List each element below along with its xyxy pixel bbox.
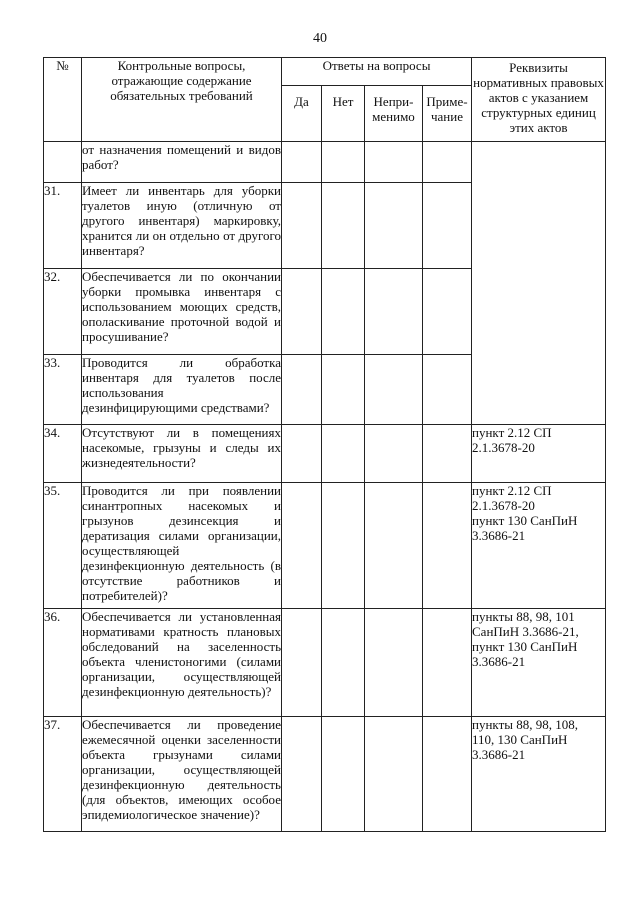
answer-yes-cell[interactable] — [282, 483, 322, 609]
answer-yes-cell[interactable] — [282, 142, 322, 183]
row-number: 35. — [44, 483, 82, 609]
answer-no-cell[interactable] — [322, 717, 365, 832]
answer-na-cell[interactable] — [365, 269, 423, 355]
answer-note-cell[interactable] — [423, 483, 472, 609]
header-no: Нет — [322, 86, 365, 142]
row-number: 32. — [44, 269, 82, 355]
row-number: 37. — [44, 717, 82, 832]
answer-no-cell[interactable] — [322, 425, 365, 483]
header-not-applicable: Непри- менимо — [365, 86, 423, 142]
requisites-cell — [472, 142, 606, 425]
question-text: Проводится ли при появлении синантропных насекомых и грызунов дезинсекция и дератизация силами организации, осуществляющей дезинфекционную деятельность (в отсутствие работников и потребителей)? — [82, 483, 282, 609]
question-text: Имеет ли инвентарь для уборки туалетов иную (отличную от другого инвентаря) маркировку, хранится ли он отдельно от другого инвентаря? — [82, 183, 282, 269]
requisites-cell: пункты 88, 98, 108, 110, 130 СанПиН 3.3686-21 — [472, 717, 606, 832]
row-number: 33. — [44, 355, 82, 425]
answer-note-cell[interactable] — [423, 609, 472, 717]
answer-na-cell[interactable] — [365, 717, 423, 832]
requisites-cell: пункты 88, 98, 101 СанПиН 3.3686-21, пункт 130 СанПиН 3.3686-21 — [472, 609, 606, 717]
question-text: Проводится ли обработка инвентаря для туалетов после использования дезинфицирующими средствами? — [82, 355, 282, 425]
answer-note-cell[interactable] — [423, 425, 472, 483]
header-number: № — [44, 58, 82, 142]
header-answers: Ответы на вопросы — [282, 58, 472, 86]
checklist-table — [43, 57, 606, 832]
table-row — [44, 609, 606, 717]
header-yes: Да — [282, 86, 322, 142]
answer-na-cell[interactable] — [365, 183, 423, 269]
answer-na-cell[interactable] — [365, 425, 423, 483]
row-number: 34. — [44, 425, 82, 483]
question-text: Обеспечивается ли установленная нормативами кратность плановых обследований на заселенность объекта членистоногими (силами организации, осуществляющей дезинфекционную деятельность)? — [82, 609, 282, 717]
answer-na-cell[interactable] — [365, 142, 423, 183]
answer-na-cell[interactable] — [365, 355, 423, 425]
table-row — [44, 717, 606, 832]
answer-note-cell[interactable] — [423, 355, 472, 425]
answer-yes-cell[interactable] — [282, 183, 322, 269]
header-note: Приме- чание — [423, 86, 472, 142]
answer-na-cell[interactable] — [365, 609, 423, 717]
header-question: Контрольные вопросы, отражающие содержание обязательных требований — [82, 58, 282, 142]
table-row — [44, 142, 606, 183]
answer-no-cell[interactable] — [322, 355, 365, 425]
answer-note-cell[interactable] — [423, 183, 472, 269]
answer-yes-cell[interactable] — [282, 269, 322, 355]
answer-no-cell[interactable] — [322, 269, 365, 355]
answer-no-cell[interactable] — [322, 183, 365, 269]
question-text: от назначения помещений и видов работ? — [82, 142, 282, 183]
table-row — [44, 483, 606, 609]
row-number: 31. — [44, 183, 82, 269]
answer-no-cell[interactable] — [322, 483, 365, 609]
question-text: Отсутствуют ли в помещениях насекомые, грызуны и следы их жизнедеятельности? — [82, 425, 282, 483]
question-text: Обеспечивается ли проведение ежемесячной оценки заселенности объекта грызунами силами организации, осуществляющей дезинфекционную деятельность (для объектов, имеющих особое эпидемиологическое значение)? — [82, 717, 282, 832]
row-number — [44, 142, 82, 183]
answer-yes-cell[interactable] — [282, 717, 322, 832]
requisites-cell: пункт 2.12 СП 2.1.3678-20 — [472, 425, 606, 483]
page-number: 40 — [313, 31, 327, 46]
requisites-cell: пункт 2.12 СП 2.1.3678-20 пункт 130 СанПиН 3.3686-21 — [472, 483, 606, 609]
row-number: 36. — [44, 609, 82, 717]
answer-na-cell[interactable] — [365, 483, 423, 609]
answer-no-cell[interactable] — [322, 142, 365, 183]
answer-yes-cell[interactable] — [282, 425, 322, 483]
answer-note-cell[interactable] — [423, 142, 472, 183]
table-row — [44, 425, 606, 483]
answer-note-cell[interactable] — [423, 269, 472, 355]
answer-yes-cell[interactable] — [282, 609, 322, 717]
header-requisites: Реквизиты нормативных правовых актов с указанием структурных единиц этих актов — [472, 58, 606, 142]
answer-no-cell[interactable] — [322, 609, 365, 717]
question-text: Обеспечивается ли по окончании уборки промывка инвентаря с использованием моющих средств, ополаскивание проточной водой и просушивание? — [82, 269, 282, 355]
answer-note-cell[interactable] — [423, 717, 472, 832]
answer-yes-cell[interactable] — [282, 355, 322, 425]
